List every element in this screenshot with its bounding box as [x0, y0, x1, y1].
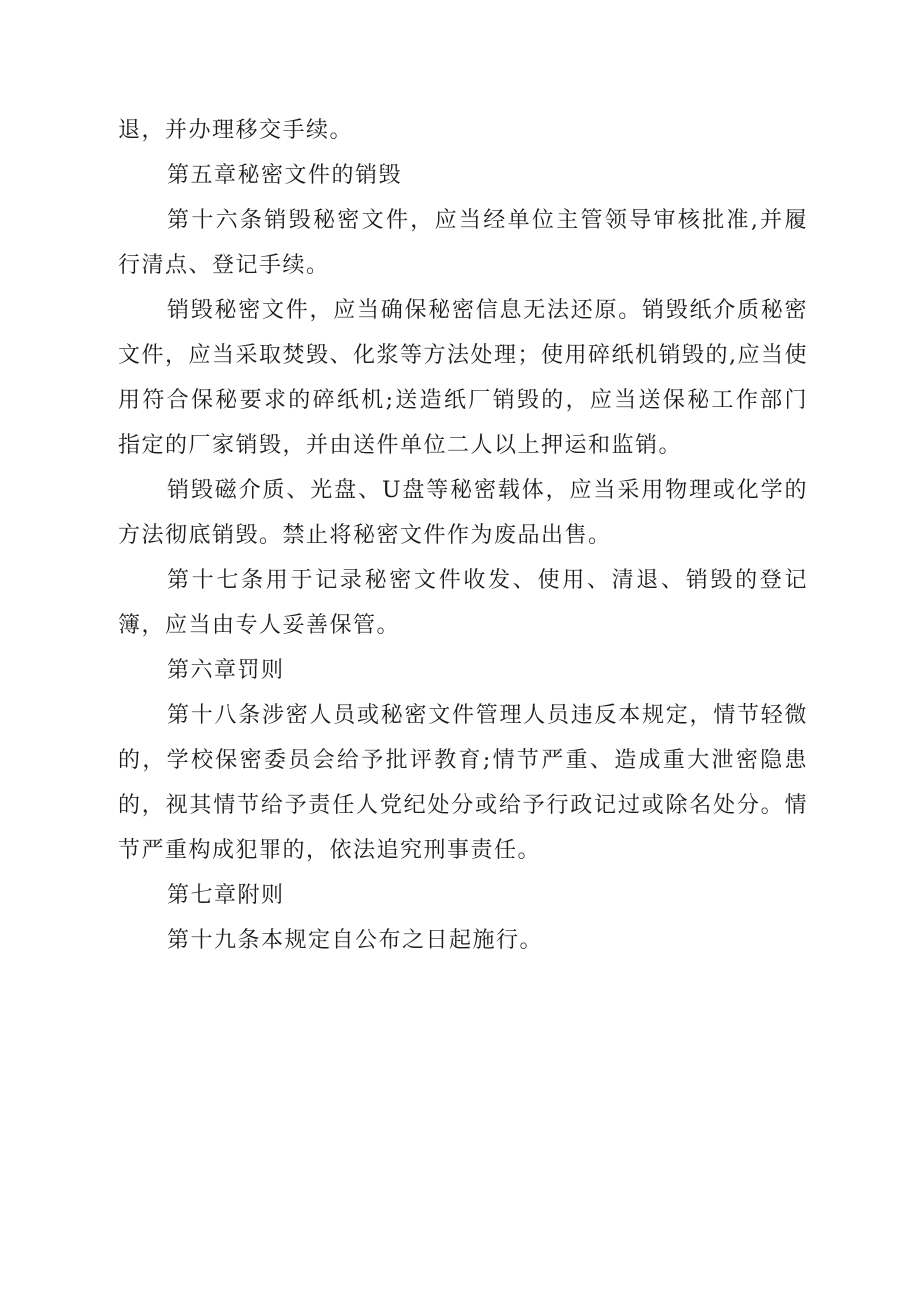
chapter-heading-5: 第五章秘密文件的销毁: [167, 163, 403, 188]
paragraph-destruction-methods: 销毁秘密文件，应当确保秘密信息无法还原。销毁纸介质秘密文件，应当采取焚毁、化浆等方法处理；使用碎纸机销毁的,应当使用符合保秘要求的碎纸机;送造纸厂销毁的，应当送保秘工作部门指定的厂家销毁，并由送件单位二人以上押运和监销。: [118, 298, 808, 458]
paragraph-continuation: 退，并办理移交手续。: [118, 118, 354, 143]
article-19: 第十九条本规定自公布之日起施行。: [167, 928, 544, 953]
chapter-heading-7: 第七章附则: [167, 883, 285, 908]
paragraph-magnetic-media: 销毁磁介质、光盘、U盘等秘密载体，应当采用物理或化学的方法彻底销毁。禁止将秘密文件作为废品出售。: [118, 478, 808, 548]
document-body: [118, 108, 808, 963]
article-18: 第十八条涉密人员或秘密文件管理人员违反本规定，情节轻微的，学校保密委员会给予批评教育;情节严重、造成重大泄密隐患的，视其情节给予责任人党纪处分或给予行政记过或除名处分。情节严重构成犯罪的，依法追究刑事责任。: [118, 703, 808, 863]
article-16: 第十六条销毁秘密文件，应当经单位主管领导审核批准,并履行清点、登记手续。: [118, 208, 808, 278]
article-17: 第十七条用于记录秘密文件收发、使用、清退、销毁的登记簿，应当由专人妥善保管。: [118, 568, 808, 638]
chapter-heading-6: 第六章罚则: [167, 658, 285, 683]
